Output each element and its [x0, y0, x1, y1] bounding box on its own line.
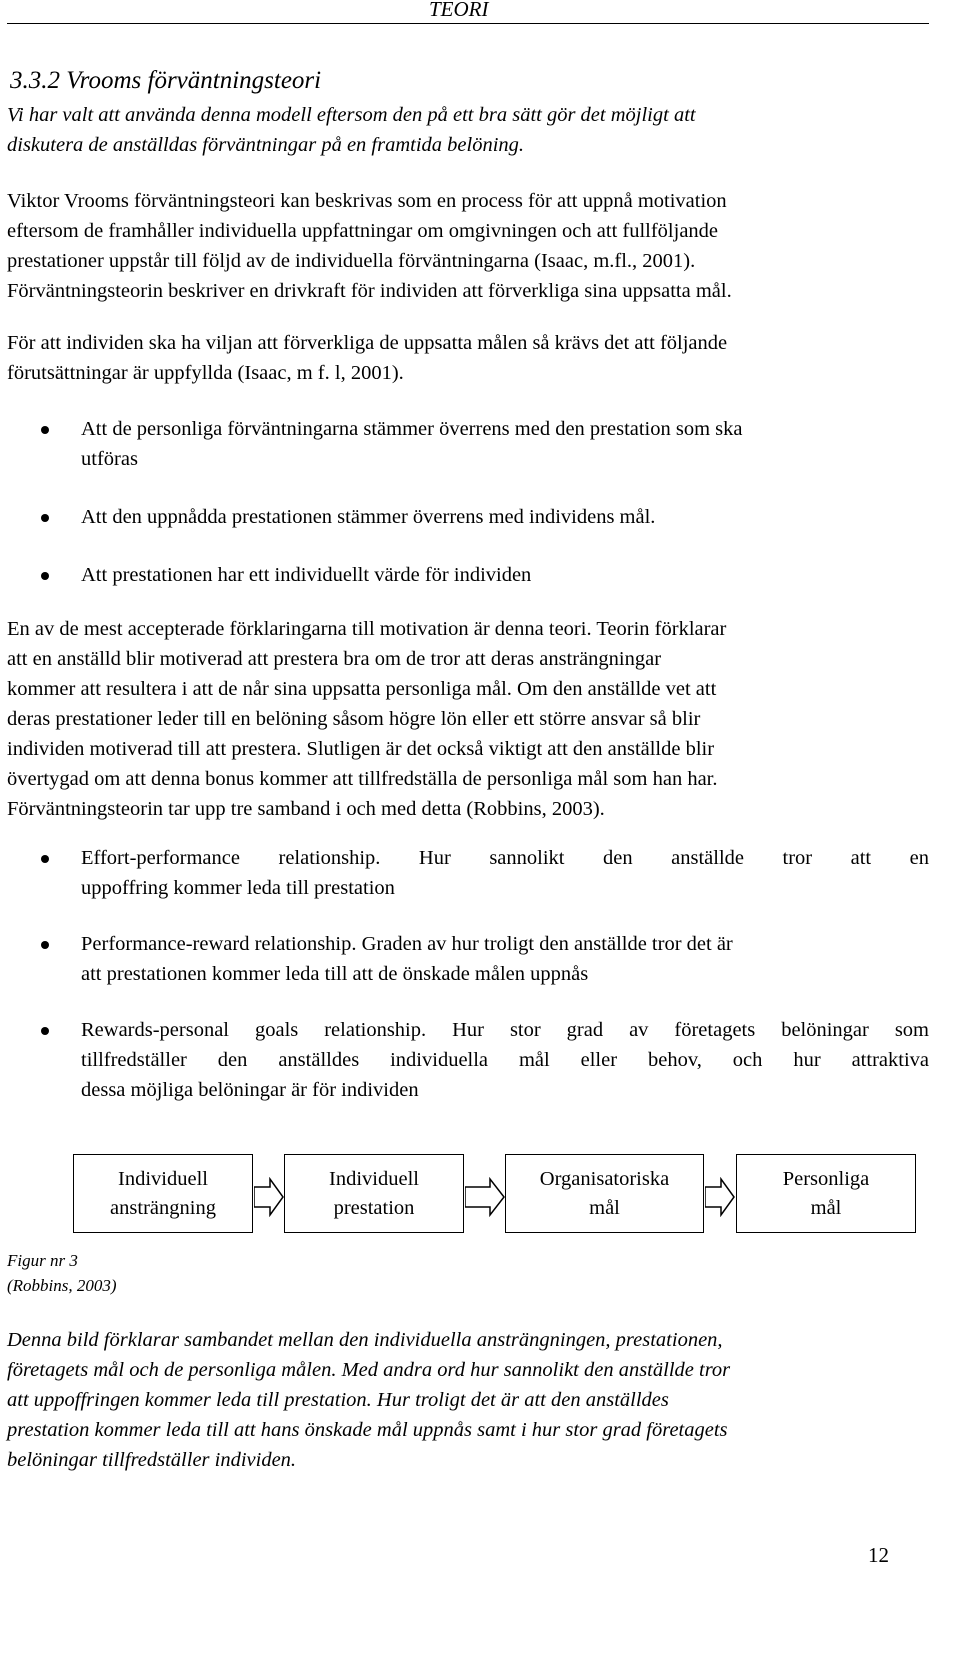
page-number: 12 [868, 1543, 889, 1567]
text-line: eftersom de framhåller individuella uppfattningar om omgivningen och att fullföljande [7, 220, 719, 242]
box-personal-goals [736, 1154, 916, 1233]
text-line: prestationer uppstår till följd av de individuella förväntningarna (Isaac, m.fl., 2001). [7, 250, 696, 272]
process-diagram [7, 1140, 929, 1230]
box-label: mål [810, 1197, 842, 1219]
list-item [7, 414, 929, 474]
text-line: att prestationen kommer leda till att de önskade målen uppnås [81, 963, 589, 985]
text-line: övertygad om att denna bonus kommer att tillfredställa de personliga mål som han har. [7, 768, 718, 790]
text-line: uppoffring kommer leda till prestation [81, 877, 395, 899]
list-item [7, 502, 929, 532]
text-line: Vi har valt att använda denna modell eftersom den på ett bra sätt gör det möjligt att [7, 104, 696, 126]
box-performance [284, 1154, 464, 1233]
text-line: Denna bild förklarar sambandet mellan den individuella ansträngningen, prestationen, [7, 1329, 723, 1351]
box-label: Individuell [329, 1168, 419, 1190]
list-item [7, 929, 929, 989]
text-line: Rewards-personal goals relationship. Hur stor grad av företagets belöningar som [81, 1019, 929, 1041]
list-item [7, 843, 929, 903]
box-label: mål [589, 1197, 620, 1219]
bullet-icon [41, 941, 49, 949]
paragraph-3 [7, 614, 929, 824]
text-line: Performance-reward relationship. Graden av hur troligt den anställde tror det är [81, 933, 733, 955]
text-line: utföras [81, 448, 138, 470]
text-line: kommer att resultera i att de når sina uppsatta personliga mål. Om den anställde vet att [7, 678, 717, 700]
conditions-list [7, 414, 929, 590]
header-title: TEORI [429, 0, 489, 21]
text-line: Att den uppnådda prestationen stämmer överrens med individens mål. [81, 506, 656, 528]
text-line: Förväntningsteorin tar upp tre samband i och med detta (Robbins, 2003). [7, 798, 605, 820]
bullet-icon [41, 426, 49, 434]
text-line: En av de mest accepterade förklaringarna till motivation är denna teori. Teorin förklarar [7, 618, 727, 640]
text-line: prestation kommer leda till att hans önskade mål uppnås samt i hur stor grad företagets [7, 1419, 728, 1441]
box-organizational-goals [505, 1154, 704, 1233]
text-line: För att individen ska ha viljan att förverkliga de uppsatta målen så krävs det att följande [7, 332, 728, 354]
text-line: Att de personliga förväntningarna stämmer överrens med den prestation som ska [81, 418, 743, 440]
text-line: företagets mål och de personliga målen. Med andra ord hur sannolikt den anställde tror [7, 1359, 731, 1381]
relationships-list [7, 843, 929, 1105]
box-effort [73, 1154, 253, 1233]
box-label: prestation [333, 1197, 415, 1219]
bullet-icon [41, 1027, 49, 1035]
text-line: att uppoffringen kommer leda till prestation. Hur troligt det är att den anställdes [7, 1389, 669, 1411]
text-line: dessa möjliga belöningar är för individen [81, 1079, 419, 1101]
text-line: deras prestationer leder till en belöning såsom högre lön eller ett större ansvar så blir [7, 708, 701, 730]
list-item [7, 1015, 929, 1105]
closing-paragraph [7, 1325, 929, 1475]
section-heading: 3.3.2 Vrooms förväntningsteori [10, 67, 322, 94]
figure-source: (Robbins, 2003) [7, 1276, 117, 1295]
figure-caption [7, 1248, 117, 1298]
arrow-right-icon [254, 1177, 284, 1217]
box-label: Personliga [782, 1168, 870, 1190]
arrow-right-icon [705, 1177, 735, 1217]
intro-paragraph [7, 100, 929, 160]
box-label: Individuell [118, 1168, 208, 1190]
text-line: att en anställd blir motiverad att prestera bra om de tror att deras ansträngningar [7, 648, 662, 670]
bullet-icon [41, 572, 49, 580]
text-line: Förväntningsteorin beskriver en drivkraft för individen att förverkliga sina uppsatta mål. [7, 280, 732, 302]
box-label: ansträngning [110, 1197, 216, 1219]
figure-label: Figur nr 3 [7, 1251, 78, 1270]
text-line: diskutera de anställdas förväntningar på en framtida belöning. [7, 134, 525, 156]
text-line: belöningar tillfredställer individen. [7, 1449, 297, 1471]
running-header [7, 0, 929, 24]
text-line: Att prestationen har ett individuellt värde för individen [81, 564, 532, 586]
list-item [7, 560, 929, 590]
box-label: Organisatoriska [539, 1168, 670, 1190]
paragraph-1 [7, 186, 929, 306]
text-line: förutsättningar är uppfyllda (Isaac, m f. l, 2001). [7, 362, 404, 384]
text-line: Effort-performance relationship. Hur sannolikt den anställde tror att en [81, 847, 929, 869]
text-line: Viktor Vrooms förväntningsteori kan beskrivas som en process för att uppnå motivation [7, 190, 727, 212]
text-line: individen motiverad till att prestera. Slutligen är det också viktigt att den anställde blir [7, 738, 715, 760]
arrow-right-icon [465, 1177, 505, 1217]
bullet-icon [41, 514, 49, 522]
bullet-icon [41, 855, 49, 863]
paragraph-2 [7, 328, 929, 388]
text-line: tillfredställer den anställdes individuella mål eller behov, och hur attraktiva [81, 1049, 929, 1071]
